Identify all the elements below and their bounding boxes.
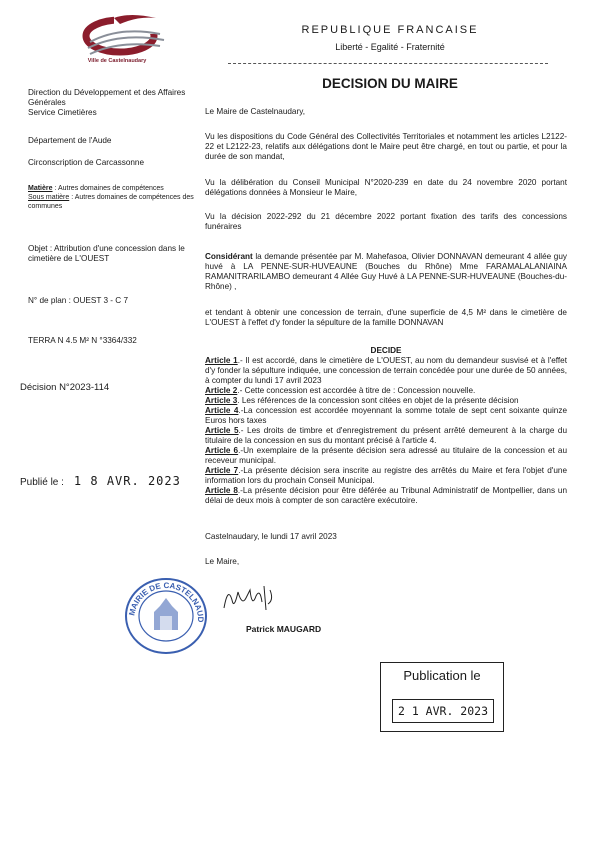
place-date: Castelnaudary, le lundi 17 avril 2023 <box>205 532 337 541</box>
article-2 <box>205 386 567 396</box>
decision-number: Décision N°2023-114 <box>20 382 110 393</box>
official-seal <box>120 572 212 656</box>
article-text: .-La présente décision sera inscrite au registre des arrêtés du Maire et fera l'objet d'une information lors du prochain Conseil Municipal. <box>205 466 567 485</box>
sous-matiere-label: Sous matière <box>28 194 70 201</box>
republic-heading: REPUBLIQUE FRANCAISE <box>301 24 479 36</box>
tendant-paragraph: et tendant à obtenir une concession de terrain, d'une superficie de 4,5 M² dans le cimetière de L'OUEST à l'effet d'y fonder la sépulture de la famille DONNAVAN <box>205 308 567 327</box>
published-label: Publié le : <box>20 477 64 488</box>
article-8 <box>205 486 567 506</box>
header-divider <box>228 63 548 64</box>
motto: Liberté - Egalité - Fraternité <box>335 42 445 52</box>
article-1 <box>205 356 567 386</box>
article-3 <box>205 396 567 406</box>
vu-paragraph-1: Vu les dispositions du Code Général des Collectivités Territoriales et notamment les articles L2122-22 et L2122-23, relatifs aux délégations dont le Maire peut être chargé, en tout ou partie, et pour la durée de son mandat, <box>205 132 567 161</box>
logo-caption: Ville de Castelnaudary <box>87 58 147 64</box>
document-title: DECISION DU MAIRE <box>322 76 458 91</box>
direction-text: Direction du Développement et des Affaires Générales <box>28 88 186 107</box>
published-line <box>20 474 181 488</box>
matiere-text: : Autres domaines de compétences <box>52 185 164 192</box>
signatory-name: Patrick MAUGARD <box>246 624 322 634</box>
matiere-label: Matière <box>28 185 53 192</box>
publication-label: Publication le <box>403 668 481 683</box>
article-text: .-Un exemplaire de la présente décision sera adressé au titulaire de la concession et au receveur municipal. <box>205 446 567 465</box>
vu-paragraph-2: Vu la délibération du Conseil Municipal N°2020-239 en date du 24 novembre 2020 portant délégations données à Monsieur le Maire, <box>205 178 567 197</box>
seal-text: MAIRIE DE CASTELNAUD <box>127 580 206 623</box>
article-4 <box>205 406 567 426</box>
published-date-stamp: 1 8 AVR. 2023 <box>73 474 181 488</box>
objet-label: Objet : Attribution d'une concession dans le cimetière de L'OUEST <box>28 244 185 263</box>
article-label: Article 6 <box>205 446 239 455</box>
article-label: Article 4 <box>205 406 239 415</box>
article-label: Article 7 <box>205 466 239 475</box>
article-5 <box>205 426 567 446</box>
article-7 <box>205 466 567 486</box>
considerant-text: la demande présentée par M. Mahefasoa, Olivier DONNAVAN demeurant 4 allée guy huvé à LA PENNE-SUR-HUVEAUNE (Bouches du Rhône) Mme FARAMALALANIAINA RAMANITRARILAMBO demeurant 4 Allée Guy Huvé à LA PENNE-SUR-HUVEAUNE (Bouches-du-Rhône) , <box>205 252 567 291</box>
publication-date-stamp: 2 1 AVR. 2023 <box>392 699 494 723</box>
article-text: .- Cette concession est accordée à titre de : Concession nouvelle. <box>237 386 476 395</box>
considerant-label: Considérant <box>205 252 253 261</box>
matiere-block <box>28 184 198 211</box>
plan-number: N° de plan : OUEST 3 - C 7 <box>28 296 129 305</box>
article-text: .-La présente décision pour être déférée au Tribunal Administratif de Montpellier, dans un délai de deux mois à compter de son caractère exécutoire. <box>205 486 568 505</box>
article-6 <box>205 446 567 466</box>
department-label: Département de l'Aude <box>28 136 112 145</box>
article-text: .- Il est accordé, dans le cimetière de L'OUEST, au nom du demandeur susvisé et à l'effet d'y fonder la sépulture indiquée, une concession de terrain concédée pour une durée de 50 années, à compter du lundi 17 avril 2023 <box>205 356 567 385</box>
terra-reference: TERRA N 4.5 M² N °3364/332 <box>28 336 137 345</box>
decide-heading: DECIDE <box>370 346 402 355</box>
le-maire-label: Le Maire, <box>205 557 240 566</box>
article-text: .- Les droits de timbre et d'enregistrement du présent arrêté demeurent à la charge du titulaire de la concession en sus du montant précisé à l'article 4. <box>205 426 567 445</box>
article-label: Article 5 <box>205 426 239 435</box>
vu-paragraph-3: Vu la décision 2022-292 du 21 décembre 2022 portant fixation des tarifs des concessions funéraires <box>205 212 567 231</box>
article-text: .-La concession est accordée moyennant la somme totale de sept cent soixante quinze Euros hors taxes <box>205 406 568 425</box>
article-label: Article 3 <box>205 396 238 405</box>
article-text: . Les références de la concession sont citées en objet de la présente décision <box>237 396 519 405</box>
article-label: Article 1 <box>205 356 238 365</box>
direction-label <box>28 88 198 118</box>
article-label: Article 2 <box>205 386 238 395</box>
articles-list <box>205 356 567 506</box>
circonscription-label: Circonscription de Carcassonne <box>28 158 145 167</box>
article-label: Article 8 <box>205 486 238 495</box>
handwritten-signature <box>220 580 280 616</box>
service-text: Service Cimetières <box>28 108 97 117</box>
considerant-paragraph <box>205 252 567 292</box>
sous-matiere-text: : Autres domaines de compétences des communes <box>28 194 194 210</box>
mayor-intro: Le Maire de Castelnaudary, <box>205 107 305 116</box>
